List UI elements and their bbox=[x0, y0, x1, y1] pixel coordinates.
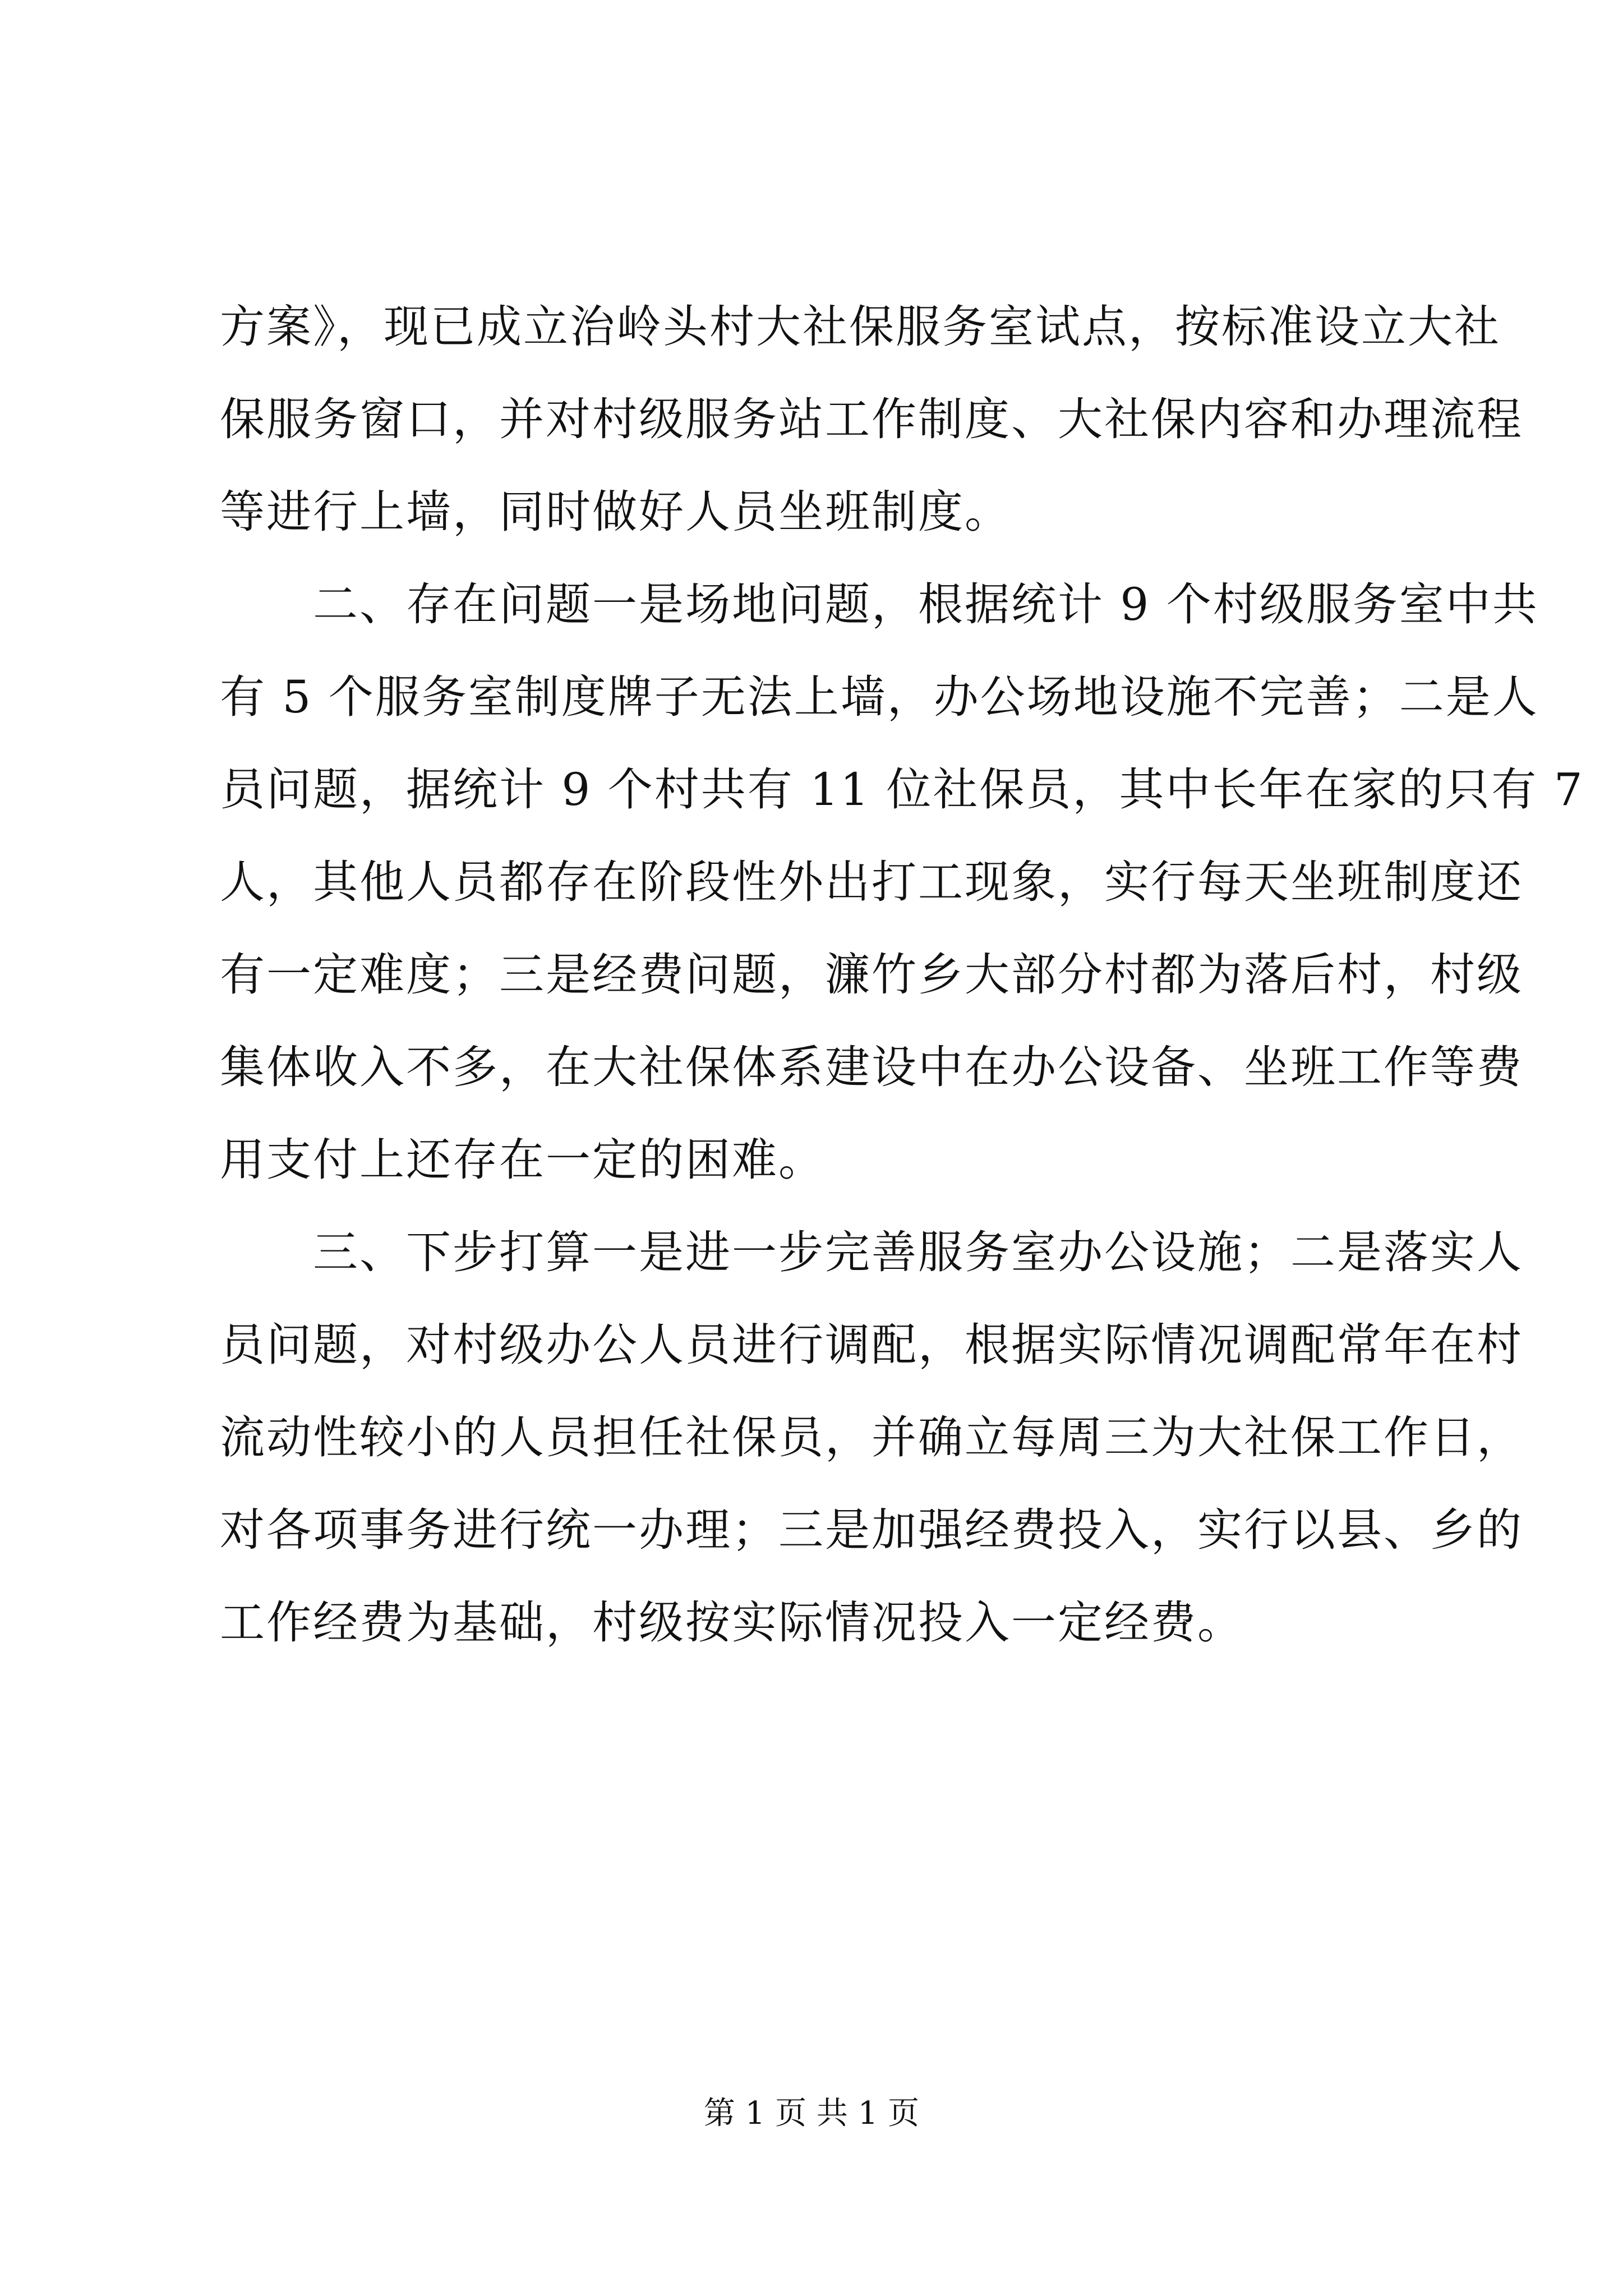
text-line: 员问题，据统计 9 个村共有 11 位社保员，其中长年在家的只有 7 bbox=[220, 763, 1584, 816]
paragraph-problems bbox=[220, 558, 1584, 1206]
text-line: 三、下步打算一是进一步完善服务室办公设施；二是落实人 bbox=[313, 1226, 1523, 1278]
text-line: 二、存在问题一是场地问题，根据统计 9 个村级服务室中共 bbox=[313, 578, 1539, 631]
paragraph-continuation bbox=[220, 280, 1523, 558]
text-line: 保服务窗口，并对村级服务站工作制度、大社保内容和办理流程 bbox=[220, 393, 1523, 445]
text-line: 有 5 个服务室制度牌子无法上墙，办公场地设施不完善；二是人 bbox=[220, 671, 1539, 723]
text-line: 流动性较小的人员担任社保员，并确立每周三为大社保工作日， bbox=[220, 1411, 1523, 1464]
text-line: 用支付上还存在一定的困难。 bbox=[220, 1134, 825, 1186]
text-line: 方案》，现已成立治岭头村大社保服务室试点，按标准设立大社 bbox=[220, 301, 1501, 353]
text-line: 人，其他人员都存在阶段性外出打工现象，实行每天坐班制度还 bbox=[220, 856, 1523, 908]
text-line: 有一定难度；三是经费问题，濂竹乡大部分村都为落后村，村级 bbox=[220, 949, 1523, 1001]
page-number-footer: 第 1 页 共 1 页 bbox=[703, 2095, 920, 2132]
paragraph-next-steps bbox=[220, 1206, 1523, 1669]
body-text bbox=[220, 280, 1584, 1669]
text-line: 集体收入不多，在大社保体系建设中在办公设备、坐班工作等费 bbox=[220, 1041, 1523, 1093]
text-line: 对各项事务进行统一办理；三是加强经费投入，实行以县、乡的 bbox=[220, 1504, 1523, 1556]
text-line: 员问题，对村级办公人员进行调配，根据实际情况调配常年在村 bbox=[220, 1319, 1523, 1371]
text-line: 工作经费为基础，村级按实际情况投入一定经费。 bbox=[220, 1596, 1244, 1649]
text-line: 等进行上墙，同时做好人员坐班制度。 bbox=[220, 486, 1011, 538]
